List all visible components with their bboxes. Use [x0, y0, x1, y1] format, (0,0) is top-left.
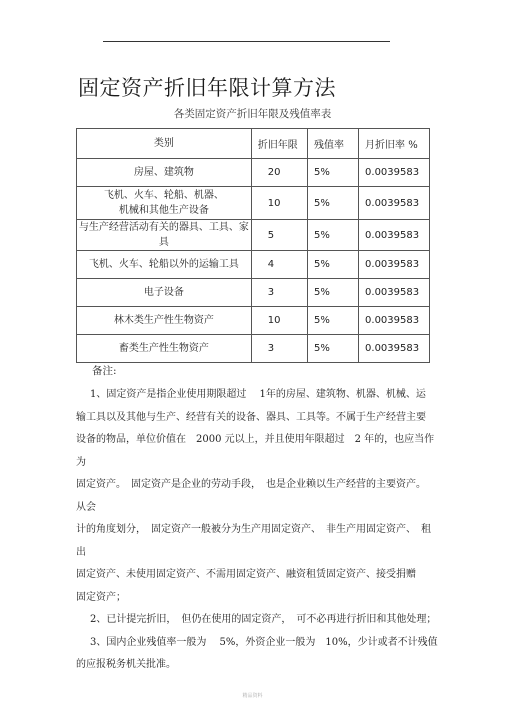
cell-category: 与生产经营活动有关的器具、工具、家具: [77, 220, 252, 251]
notes-line: 3、国内企业残值率一般为 5%，外资企业一般为 10%，少计或者不计残值: [90, 636, 438, 648]
table-row: [77, 307, 430, 335]
cell-years: 3: [251, 279, 307, 307]
depreciation-table: [76, 128, 430, 363]
cell-years: 10: [251, 187, 307, 220]
cell-monthly: 0.0039583: [359, 220, 430, 251]
notes-line: 固定资产、未使用固定资产、不需用固定资产、融资租赁固定资产、接受捐赠: [76, 569, 416, 580]
table-header-row: [77, 129, 430, 159]
cell-monthly: 0.0039583: [359, 251, 430, 279]
cell-monthly: 0.0039583: [359, 187, 430, 220]
cell-residual: 5%: [308, 335, 359, 363]
table-row: [77, 187, 430, 220]
cell-monthly: 0.0039583: [359, 335, 430, 363]
notes-line: 1、固定资产是指企业使用期限超过 1年的房屋、建筑物、机器、机械、运: [90, 389, 426, 400]
notes-line: 2、已计提完折旧， 但仍在使用的固定资产， 可不必再进行折旧和其他处理；: [90, 614, 437, 625]
cell-years: 20: [251, 159, 307, 187]
cell-category: 电子设备: [77, 279, 252, 307]
cell-monthly: 0.0039583: [359, 307, 430, 335]
table-row: [77, 220, 430, 251]
header-years: 折旧年限: [251, 129, 307, 159]
table-row: [77, 251, 430, 279]
cell-monthly: 0.0039583: [359, 159, 430, 187]
cell-category: [77, 187, 252, 220]
table-row: [77, 279, 430, 307]
notes-line: 设备的物品，单位价值在 2000 元以上，并且使用年限超过 2 年的，也应当作为: [76, 434, 435, 468]
table-row: [77, 159, 430, 187]
cell-residual: 5%: [308, 307, 359, 335]
cell-residual: 5%: [308, 251, 359, 279]
cell-monthly: 0.0039583: [359, 279, 430, 307]
top-rule: [103, 41, 390, 42]
cell-category-line2: 机械和其他生产设备: [118, 205, 209, 216]
cell-residual: 5%: [308, 187, 359, 220]
notes-line: 固定资产；: [76, 591, 126, 603]
table-caption: 各类固定资产折旧年限及残值率表: [173, 108, 332, 120]
footer-watermark: 精品资料: [242, 693, 263, 699]
cell-category-line1: 飞机、火车、轮船、机器、: [103, 190, 224, 201]
cell-years: 5: [251, 220, 307, 251]
notes-heading: 备注:: [92, 365, 117, 377]
cell-category: 林木类生产性生物资产: [77, 307, 252, 335]
cell-residual: 5%: [308, 279, 359, 307]
notes-line: 的应报税务机关批准。: [76, 659, 176, 670]
cell-category: 畜类生产性生物资产: [77, 335, 252, 363]
header-residual: 残值率: [308, 129, 359, 159]
page-title: 固定资产折旧年限计算方法: [78, 76, 336, 100]
notes-line: 固定资产。 固定资产是企业的劳动手段， 也是企业赖以生产经营的主要资产。 从会: [76, 479, 431, 513]
table-row: [77, 335, 430, 363]
header-category: 类别: [77, 129, 252, 159]
notes-line: 计的角度划分， 固定资产一般被分为生产用固定资产、 非生产用固定资产、 租出: [76, 524, 431, 558]
cell-category: 房屋、建筑物: [77, 159, 252, 187]
header-monthly: 月折旧率 %: [359, 129, 430, 159]
cell-years: 4: [251, 251, 307, 279]
cell-years: 10: [251, 307, 307, 335]
notes-body: [76, 384, 438, 677]
cell-residual: 5%: [308, 220, 359, 251]
cell-residual: 5%: [308, 159, 359, 187]
notes-line: 输工具以及其他与生产、经营有关的设备、器具、工具等。不属于生产经营主要: [76, 411, 426, 423]
cell-category: 飞机、火车、轮船以外的运输工具: [77, 251, 252, 279]
cell-years: 3: [251, 335, 307, 363]
